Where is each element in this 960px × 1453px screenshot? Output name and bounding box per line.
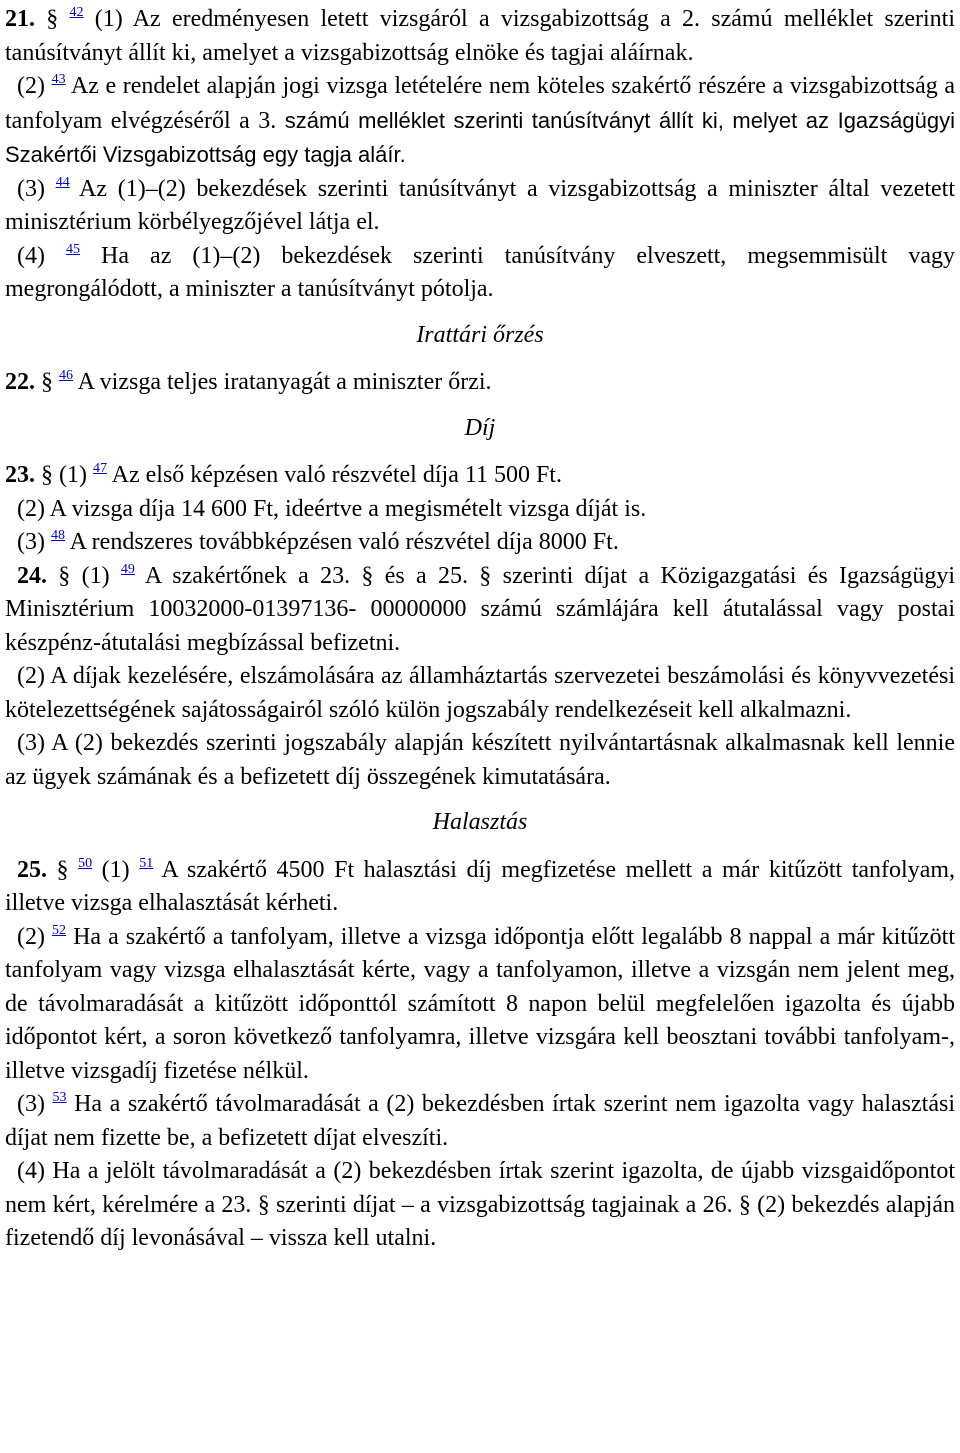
paragraph	[5, 1088, 955, 1155]
paragraph-text: Az első képzésen való részvétel díja 11 500 Ft.	[106, 462, 562, 488]
paragraph-text: számú melléklet szerinti tanúsítványt állít ki, melyet az Igazságügyi Szakértői Vizsgabizottság egy tagja aláír.	[5, 107, 955, 167]
section-number: 25.	[17, 856, 47, 883]
footnote-link[interactable]: 50	[78, 855, 93, 871]
footnote-link[interactable]: 51	[139, 855, 154, 871]
paragraph-text: Az e rendelet alapján jogi vizsga letételére nem köteles szakértő részére a vizsgabizottság a tanfolyam elvégzéséről a 3.	[5, 73, 956, 134]
paragraph-text: (3)	[17, 529, 51, 555]
paragraph	[5, 459, 955, 493]
paragraph-text: (3)	[17, 175, 56, 202]
paragraph-text: A szakértő 4500 Ft halasztási díj megfizetése mellett a már kitűzött tanfolyam, illetve vizsga elhalasztását kérheti.	[5, 856, 956, 916]
paragraph-text: §	[35, 6, 70, 32]
paragraph	[5, 921, 955, 1089]
paragraph-text: (1) Az eredményesen letett vizsgáról a vizsgabizottság a 2. számú melléklet szerinti tanúsítványt állít ki, amelyet a vizsgabizottság elnöke és tagjai aláírnak.	[5, 6, 956, 66]
paragraph-text: (4) Ha a jelölt távolmaradását a (2) bekezdésben írtak szerint igazolta, de újabb vizsgaidőpontot nem kért, kérelmére a 23. § szerinti díjat – a vizsgabizottság tagjainak a 26. § (2) bekezdés alapján fizetendő díj levonásával – vissza kell utalni.	[5, 1158, 955, 1251]
paragraph-text: Ha a szakértő a tanfolyam, illetve a vizsga időpontja előtt legalább 8 nappal a már kitűzött tanfolyam vagy vizsga elhalasztását kérte, vagy a tanfolyamon, illetve a vizsgán nem jelent meg, de távolmaradását a kitűzött időponttól számított 8 napon belül megfelelően igazolta és újabb időpontot kért, a soron következő tanfolyamra, illetve vizsgára kell beosztani további tanfolyam-, illetve vizsgadíj fizetése nélkül.	[5, 923, 956, 1084]
paragraph	[5, 366, 955, 400]
paragraph	[5, 240, 955, 307]
paragraph	[5, 727, 955, 794]
paragraph	[5, 854, 955, 921]
paragraph	[5, 1155, 955, 1256]
paragraph-text: Ha a szakértő távolmaradását a (2) bekezdésben írtak szerint nem igazolta vagy halasztási díjat nem fizette be, a befizetett díjat elveszíti.	[5, 1091, 956, 1151]
footnote-link[interactable]: 47	[92, 461, 107, 476]
footnote-link[interactable]: 48	[50, 528, 65, 543]
section-number: 24.	[17, 562, 47, 589]
paragraph-text: §	[47, 856, 79, 883]
section-number: 21.	[5, 6, 35, 32]
section-number: 23.	[5, 462, 35, 488]
paragraph-text: A szakértőnek a 23. § és a 25. § szerinti díjat a Közigazgatási és Igazságügyi Minisztérium 10032000-01397136- 00000000 számú számlájára kell átutalással vagy postai készpénz-átutalási megbízással befizetni.	[5, 562, 955, 656]
paragraph-text: (3)	[17, 1091, 53, 1117]
paragraph	[5, 173, 955, 240]
footnote-link[interactable]: 42	[69, 5, 84, 20]
paragraph	[5, 493, 955, 527]
section-heading: Halasztás	[432, 809, 528, 835]
paragraph-text: (3) A (2) bekezdés szerinti jogszabály alapján készített nyilvántartásnak alkalmasnak kell lennie az ügyek számának és a befizetett díj összegének kimutatására.	[5, 730, 955, 790]
section-heading: Irattári őrzés	[416, 321, 544, 348]
footnote-link[interactable]: 49	[120, 561, 135, 577]
paragraph-text: (1)	[92, 856, 140, 883]
paragraph	[5, 526, 955, 560]
paragraph-text: (4)	[17, 242, 67, 269]
footnote-link[interactable]: 44	[55, 174, 70, 190]
paragraph-text: (2) A díjak kezelésére, elszámolására az államháztartás szervezetei beszámolási és könyvvezetési kötelezettségének sajátosságairól szóló külön jogszabály rendelkezéseit kell alkalmazni.	[5, 663, 955, 723]
footnote-link[interactable]: 46	[59, 368, 73, 383]
paragraph	[5, 560, 955, 661]
paragraph-text: §	[35, 369, 59, 395]
paragraph-text: (2)	[17, 73, 52, 99]
footnote-link[interactable]: 52	[52, 922, 67, 938]
paragraph-text: Az (1)–(2) bekezdések szerinti tanúsítványt a vizsgabizottság a miniszter által vezetett minisztérium körbélyegzőjével látja el.	[5, 175, 956, 235]
paragraph-text: § (1)	[35, 462, 93, 488]
paragraph-text: (2) A vizsga díja 14 600 Ft, ideértve a megismételt vizsga díját is.	[17, 495, 647, 522]
footnote-link[interactable]: 53	[52, 1090, 67, 1105]
section-number: 22.	[5, 369, 35, 395]
paragraph-text: § (1)	[47, 562, 121, 589]
paragraph-text: Ha az (1)–(2) bekezdések szerinti tanúsítvány elveszett, megsemmisült vagy megrongálódott, a miniszter a tanúsítványt pótolja.	[5, 242, 956, 302]
paragraph	[5, 660, 955, 727]
paragraph	[5, 70, 955, 173]
footnote-link[interactable]: 45	[66, 241, 81, 257]
footnote-link[interactable]: 43	[51, 72, 66, 87]
paragraph-text: (2)	[17, 923, 53, 950]
section-heading: Díj	[464, 414, 496, 441]
paragraph-text: A rendszeres továbbképzésen való részvétel díja 8000 Ft.	[64, 529, 619, 555]
paragraph	[5, 3, 955, 70]
paragraph-text: A vizsga teljes iratanyagát a miniszter őrzi.	[73, 369, 492, 395]
